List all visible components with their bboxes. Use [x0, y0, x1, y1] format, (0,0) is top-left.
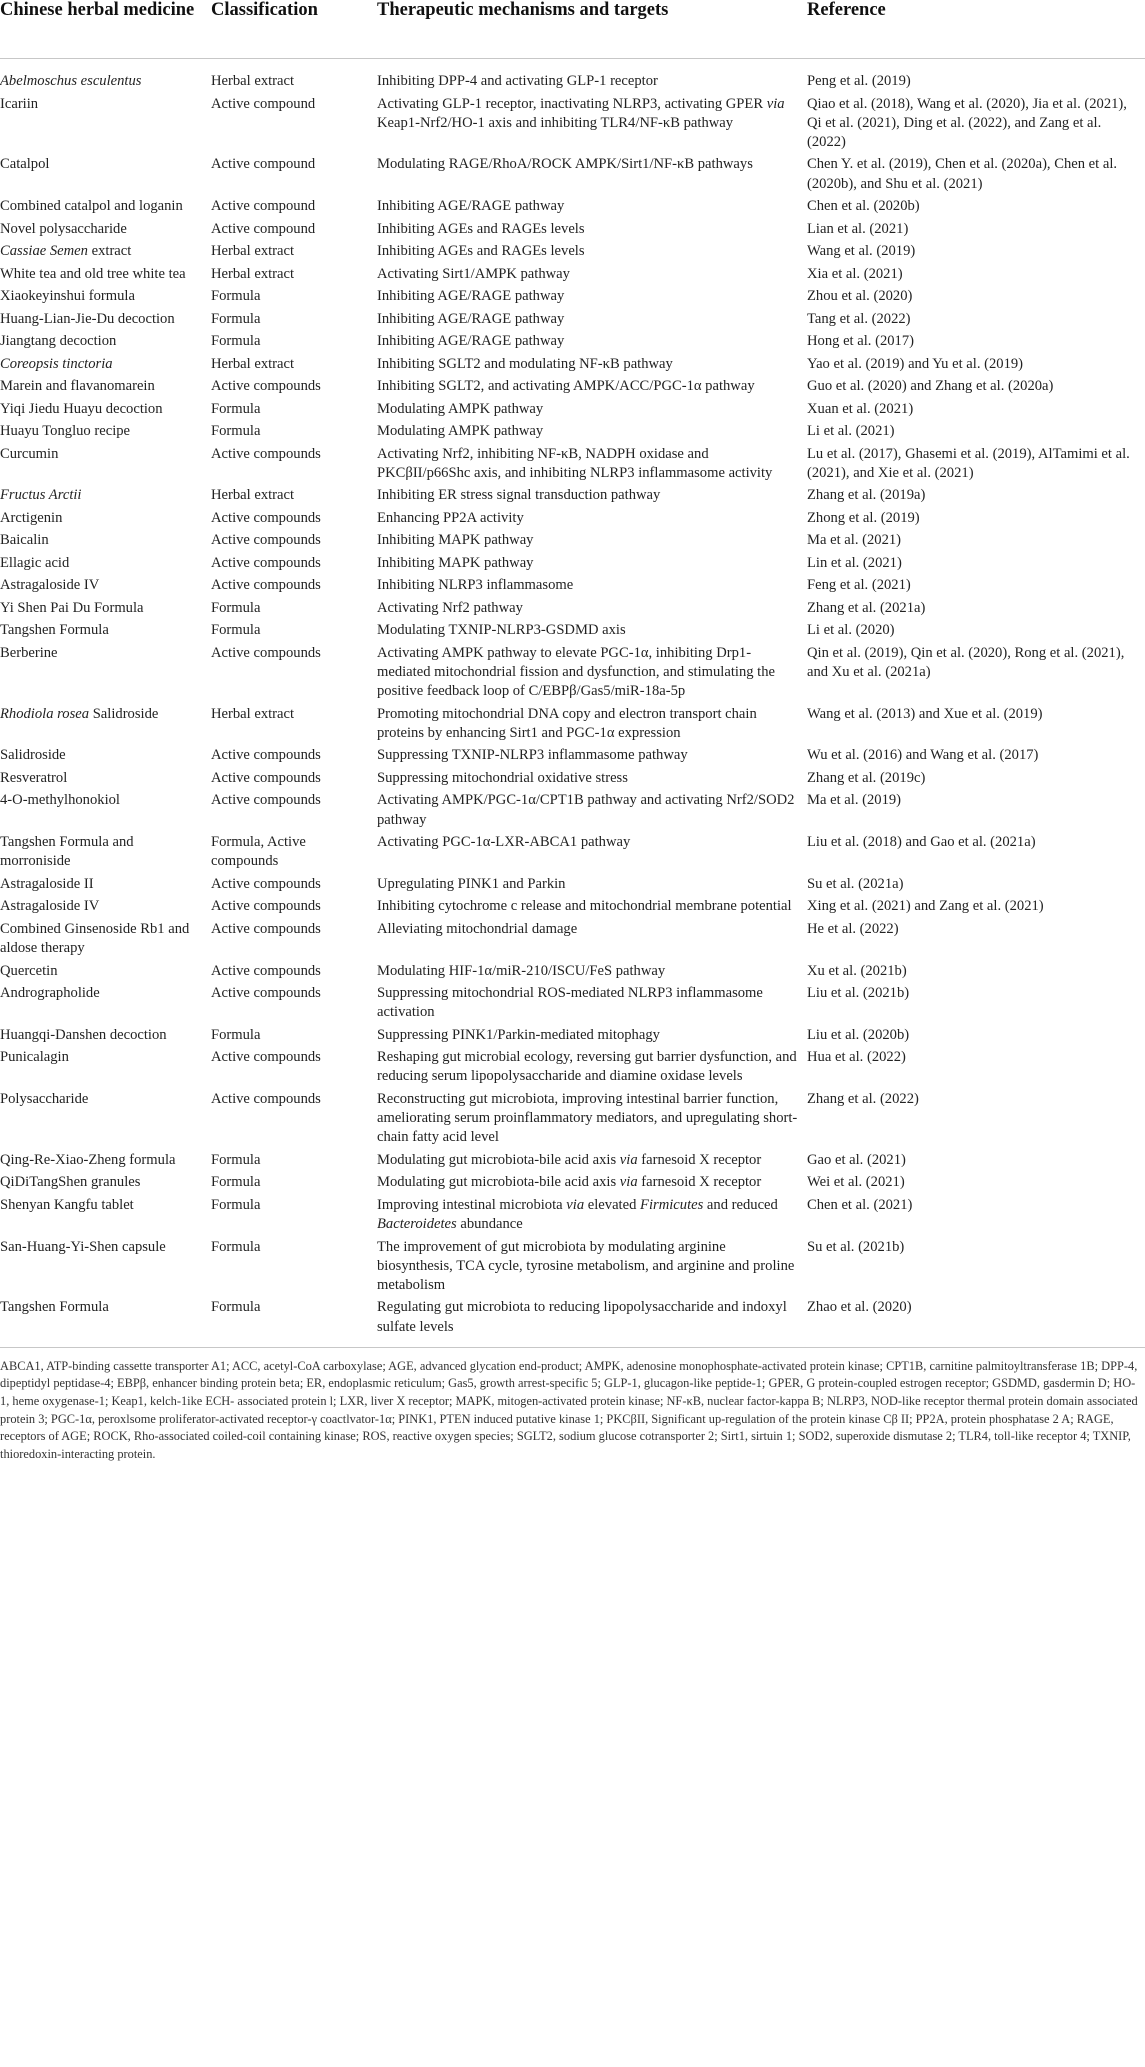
cell-classification: Herbal extract [211, 705, 295, 722]
table-row [0, 599, 1145, 622]
table-row [0, 265, 1145, 288]
table-row [0, 220, 1145, 243]
cell-reference: Xing et al. (2021) and Zang et al. (2021) [807, 898, 1044, 915]
cell-medicine: Astragaloside II [0, 875, 94, 892]
cell-reference: Gao et al. (2021) [807, 1151, 906, 1168]
table-row [0, 1298, 1145, 1347]
cell-mechanism: Modulating HIF-1α/miR-210/ISCU/FeS pathway [377, 962, 666, 979]
cell-classification: Herbal extract [211, 73, 295, 89]
table-row [0, 1090, 1145, 1151]
table-row [0, 287, 1145, 310]
medicine-name-italic: Abelmoschus esculentus [0, 73, 142, 89]
cell-medicine: Novel polysaccharide [0, 220, 127, 237]
cell-classification: Active compound [211, 198, 316, 215]
table-row [0, 875, 1145, 898]
cell-reference: Hong et al. (2017) [807, 333, 914, 350]
cell-mechanism: Activating Nrf2 pathway [377, 599, 523, 616]
cell-reference: Qin et al. (2019), Qin et al. (2020), Rong et al. (2021), and Xu et al. (2021a) [807, 644, 1125, 681]
cell-medicine: Ellagic acid [0, 554, 70, 571]
cell-medicine: Polysaccharide [0, 1090, 89, 1107]
cell-reference: Chen Y. et al. (2019), Chen et al. (2020a), Chen et al. (2020b), and Shu et al. (2021) [807, 156, 1118, 192]
cell-classification: Formula [211, 288, 261, 305]
cell-reference: Qiao et al. (2018), Wang et al. (2020), Jia et al. (2021), Qi et al. (2021), Ding et al. (2022), and Zang et al. (2022) [807, 95, 1127, 150]
cell-classification: Formula, Active compounds [211, 834, 306, 870]
cell-mechanism: Inhibiting DPP-4 and activating GLP-1 receptor [377, 73, 658, 89]
cell-classification: Active compound [211, 156, 316, 173]
cell-classification: Herbal extract [211, 265, 295, 282]
cell-mechanism: Suppressing TXNIP-NLRP3 inflammasome pathway [377, 747, 688, 764]
cell-reference: Zhang et al. (2022) [807, 1090, 919, 1107]
table-row [0, 422, 1145, 445]
cell-medicine: Curcumin [0, 445, 59, 462]
cell-mechanism: Regulating gut microbiota to reducing lipopolysaccharide and indoxyl sulfate levels [377, 1299, 787, 1335]
cell-classification: Active compounds [211, 792, 321, 809]
cell-reference: Wei et al. (2021) [807, 1174, 905, 1191]
table-row [0, 445, 1145, 487]
cell-mechanism: Inhibiting SGLT2, and activating AMPK/ACC/PGC-1α pathway [377, 378, 755, 395]
cell-classification: Active compound [211, 220, 316, 237]
medicine-name-italic: Rhodiola rosea [0, 705, 90, 722]
table-row [0, 554, 1145, 577]
cell-medicine: Huayu Tongluo recipe [0, 423, 131, 440]
cell-medicine [0, 242, 211, 265]
cell-classification: Formula [211, 1026, 261, 1043]
cell-reference: Tang et al. (2022) [807, 310, 911, 327]
cell-reference: Xuan et al. (2021) [807, 400, 914, 417]
cell-classification: Formula [211, 599, 261, 616]
cell-mechanism: Upregulating PINK1 and Parkin [377, 875, 566, 892]
cell-mechanism: Activating AMPK pathway to elevate PGC-1α, inhibiting Drp1-mediated mitochondrial fission and dysfunction, and stimulating the positive feedback loop of C/EBPβ/Gas5/miR-18a-5p [377, 644, 776, 700]
table-row [0, 897, 1145, 920]
table-row [0, 95, 1145, 156]
cell-classification: Active compounds [211, 985, 321, 1002]
table-row [0, 1026, 1145, 1049]
cell-medicine: QiDiTangShen granules [0, 1174, 141, 1191]
cell-classification: Formula [211, 622, 261, 639]
cell-medicine: Combined catalpol and loganin [0, 198, 183, 215]
cell-reference: Zhang et al. (2021a) [807, 599, 926, 616]
cell-reference: Liu et al. (2020b) [807, 1026, 910, 1043]
cell-mechanism: Inhibiting MAPK pathway [377, 554, 534, 571]
table-footer [0, 1347, 1145, 1463]
header-mechanism: Therapeutic mechanisms and targets [377, 0, 669, 20]
header-row [0, 0, 1145, 59]
cell-medicine: White tea and old tree white tea [0, 265, 186, 282]
table-row [0, 769, 1145, 792]
table-row [0, 531, 1145, 554]
cell-reference: Xia et al. (2021) [807, 265, 903, 282]
cell-medicine: Baicalin [0, 532, 49, 549]
medicine-name-italic: Fructus Arctii [0, 487, 82, 504]
cell-medicine: Salidroside [0, 747, 66, 764]
header-medicine: Chinese herbal medicine [0, 0, 195, 20]
abbreviations-footnote: ABCA1, ATP-binding cassette transporter A1; ACC, acetyl-CoA carboxylase; AGE, advanced glycation end-product; AMPK, adenosine monophosphate-activated protein kinase; CPT1B, carnitine palmitoyltransferase 1B; DPP-4, dipeptidyl peptidase-4; EBPβ, enhancer binding protein beta; ER, endoplasmic reticulum; Gas5, growth arrest-specific 5; GLP-1, glucagon-like peptide-1; GPER, G protein-coupled estrogen receptor; GSDMD, gasdermin D; HO-1, heme oxygenase-1; Keap1, kelch-1ike ECH- associated protein l; LXR, liver X receptor; MAPK, mitogen-activated protein kinase; NF-κB, nuclear factor-kappa B; NLRP3, NOD-like receptor thermal protein domain associated protein 3; PGC-1α, peroxlsome proliferator-activated receptor-γ coactlvator-1α; PINK1, PTEN induced putative kinase 1; PKCβII, Significant up-regulation of the protein kinase Cβ II; PP2A, protein phosphatase 2 A; RAGE, receptors of AGE; ROCK, Rho-associated coiled-coil containing kinase; ROS, reactive oxygen species; SGLT2, sodium glucose cotransporter 2; Sirt1, sirtuin 1; SOD2, superoxide dismutase 2; TLR4, toll-like receptor 4; TXNIP, thioredoxin-interacting protein. [0, 1347, 1145, 1463]
cell-mechanism: Improving intestinal microbiota via elevated Firmicutes and reduced Bacteroidetes abundance [377, 1196, 778, 1233]
cell-medicine: Quercetin [0, 962, 58, 979]
cell-mechanism: Inhibiting AGE/RAGE pathway [377, 198, 565, 215]
table-row [0, 400, 1145, 423]
cell-classification: Herbal extract [211, 487, 295, 504]
cell-mechanism: Alleviating mitochondrial damage [377, 920, 578, 937]
cell-mechanism: Modulating AMPK pathway [377, 400, 544, 417]
cell-medicine: Xiaokeyinshui formula [0, 288, 135, 305]
cell-medicine: Huang-Lian-Jie-Du decoction [0, 310, 175, 327]
cell-mechanism: Suppressing mitochondrial oxidative stress [377, 769, 628, 786]
cell-reference: Chen et al. (2020b) [807, 198, 920, 215]
cell-medicine: Huangqi-Danshen decoction [0, 1026, 167, 1043]
cell-reference: Ma et al. (2021) [807, 532, 902, 549]
cell-medicine: Astragaloside IV [0, 577, 100, 594]
table-body [0, 59, 1145, 1348]
header-reference: Reference [807, 0, 886, 20]
cell-medicine: Yiqi Jiedu Huayu decoction [0, 400, 163, 417]
cell-reference: Lin et al. (2021) [807, 554, 902, 571]
cell-mechanism: Inhibiting SGLT2 and modulating NF-κB pathway [377, 355, 673, 372]
cell-medicine [0, 355, 211, 378]
cell-mechanism: Activating PGC-1α-LXR-ABCA1 pathway [377, 834, 631, 851]
cell-medicine: Berberine [0, 644, 58, 661]
table-row [0, 377, 1145, 400]
cell-medicine [0, 59, 211, 95]
cell-classification: Active compounds [211, 898, 321, 915]
table-row [0, 920, 1145, 962]
table-row [0, 355, 1145, 378]
cell-medicine [0, 486, 211, 509]
cell-medicine: Marein and flavanomarein [0, 378, 155, 395]
cell-medicine: 4-O-methylhonokiol [0, 792, 120, 809]
cell-medicine: Tangshen Formula [0, 1299, 109, 1316]
table-row [0, 155, 1145, 197]
cell-classification: Formula [211, 1174, 261, 1191]
cell-classification: Formula [211, 423, 261, 440]
cell-classification: Herbal extract [211, 355, 295, 372]
cell-medicine: Tangshen Formula and morroniside [0, 834, 134, 870]
cell-medicine: Shenyan Kangfu tablet [0, 1196, 134, 1213]
cell-mechanism: Inhibiting AGE/RAGE pathway [377, 288, 565, 305]
cell-classification: Active compounds [211, 577, 321, 594]
cell-reference: Su et al. (2021b) [807, 1238, 905, 1255]
medicine-name-rest: Salidroside [89, 705, 159, 722]
cell-classification: Formula [211, 310, 261, 327]
cell-reference: Feng et al. (2021) [807, 577, 911, 594]
table-row [0, 621, 1145, 644]
cell-reference: Zhang et al. (2019a) [807, 487, 926, 504]
header-classification: Classification [211, 0, 318, 20]
cell-mechanism: Activating GLP-1 receptor, inactivating NLRP3, activating GPER via Keap1-Nrf2/HO-1 axis and inhibiting TLR4/NF-κB pathway [377, 95, 785, 131]
cell-mechanism: Inhibiting NLRP3 inflammasome [377, 577, 574, 594]
cell-mechanism: The improvement of gut microbiota by modulating arginine biosynthesis, TCA cycle, tyrosine metabolism, and arginine and proline metabolism [377, 1238, 795, 1293]
table-row [0, 59, 1145, 95]
cell-mechanism: Inhibiting AGEs and RAGEs levels [377, 220, 585, 237]
cell-medicine: San-Huang-Yi-Shen capsule [0, 1238, 166, 1255]
cell-mechanism: Suppressing PINK1/Parkin-mediated mitophagy [377, 1026, 660, 1043]
cell-classification: Active compounds [211, 920, 321, 937]
footnote-row [0, 1347, 1145, 1463]
table-row [0, 833, 1145, 875]
cell-mechanism: Activating Nrf2, inhibiting NF-κB, NADPH oxidase and PKCβII/p66Shc axis, and inhibiting NLRP3 inflammasome activity [377, 445, 773, 481]
cell-classification: Active compounds [211, 509, 321, 526]
cell-classification: Formula [211, 400, 261, 417]
cell-classification: Active compounds [211, 445, 321, 462]
cell-medicine: Catalpol [0, 156, 50, 173]
cell-medicine: Tangshen Formula [0, 622, 109, 639]
cell-classification: Active compounds [211, 1049, 321, 1066]
table-row [0, 1196, 1145, 1238]
table-row [0, 486, 1145, 509]
cell-reference: Zhao et al. (2020) [807, 1299, 912, 1316]
cell-medicine: Andrographolide [0, 985, 100, 1002]
cell-mechanism: Suppressing mitochondrial ROS-mediated NLRP3 inflammasome activation [377, 985, 763, 1021]
cell-reference: Lu et al. (2017), Ghasemi et al. (2019), AlTamimi et al. (2021), and Xie et al. (2021) [807, 445, 1130, 481]
cell-mechanism: Activating Sirt1/AMPK pathway [377, 265, 570, 282]
cell-medicine: Yi Shen Pai Du Formula [0, 599, 144, 616]
cell-classification: Active compounds [211, 554, 321, 571]
cell-classification: Active compounds [211, 747, 321, 764]
cell-classification: Formula [211, 1151, 261, 1168]
table-row [0, 1238, 1145, 1299]
cell-medicine: Qing-Re-Xiao-Zheng formula [0, 1151, 176, 1168]
table-row [0, 962, 1145, 985]
cell-mechanism: Inhibiting ER stress signal transduction pathway [377, 487, 661, 504]
cell-reference: Zhong et al. (2019) [807, 509, 920, 526]
cell-mechanism: Modulating gut microbiota-bile acid axis via farnesoid X receptor [377, 1151, 762, 1168]
cell-reference: Xu et al. (2021b) [807, 962, 907, 979]
table-row [0, 242, 1145, 265]
cell-reference: Guo et al. (2020) and Zhang et al. (2020a) [807, 378, 1054, 395]
cell-reference: Liu et al. (2021b) [807, 985, 910, 1002]
cell-classification: Active compounds [211, 378, 321, 395]
table-row [0, 332, 1145, 355]
cell-classification: Formula [211, 1196, 261, 1213]
table-row [0, 576, 1145, 599]
cell-reference: Zhang et al. (2019c) [807, 769, 926, 786]
cell-reference: Li et al. (2020) [807, 622, 895, 639]
cell-classification: Active compounds [211, 644, 321, 661]
table-row [0, 984, 1145, 1026]
cell-medicine [0, 705, 211, 747]
cell-classification: Active compounds [211, 1090, 321, 1107]
cell-reference: Wang et al. (2019) [807, 243, 916, 260]
cell-mechanism: Enhancing PP2A activity [377, 509, 524, 526]
medicine-name-italic: Coreopsis tinctoria [0, 355, 113, 372]
cell-medicine: Resveratrol [0, 769, 68, 786]
cell-reference: Liu et al. (2018) and Gao et al. (2021a) [807, 834, 1036, 851]
cell-mechanism: Promoting mitochondrial DNA copy and electron transport chain proteins by enhancing Sirt1 and PGC-1α expression [377, 705, 757, 741]
table-header [0, 0, 1145, 59]
cell-medicine: Punicalagin [0, 1049, 69, 1066]
cell-mechanism: Inhibiting AGE/RAGE pathway [377, 310, 565, 327]
cell-classification: Formula [211, 1238, 261, 1255]
cell-reference: Li et al. (2021) [807, 423, 895, 440]
cell-medicine: Arctigenin [0, 509, 63, 526]
cell-reference: He et al. (2022) [807, 920, 899, 937]
cell-reference: Lian et al. (2021) [807, 220, 909, 237]
cell-classification: Active compound [211, 95, 316, 112]
cell-mechanism: Modulating RAGE/RhoA/ROCK AMPK/Sirt1/NF-κB pathways [377, 156, 753, 173]
cell-mechanism: Inhibiting AGEs and RAGEs levels [377, 243, 585, 260]
medicine-name-rest: extract [87, 243, 132, 260]
table-row [0, 509, 1145, 532]
cell-reference: Su et al. (2021a) [807, 875, 904, 892]
cell-reference: Zhou et al. (2020) [807, 288, 913, 305]
table-row [0, 1173, 1145, 1196]
cell-mechanism: Reconstructing gut microbiota, improving intestinal barrier function, ameliorating serum proinflammatory mediators, and upregulating short-chain fatty acid level [377, 1090, 798, 1146]
cell-classification: Formula [211, 1299, 261, 1316]
table-row [0, 644, 1145, 705]
cell-classification: Active compounds [211, 769, 321, 786]
cell-medicine: Jiangtang decoction [0, 333, 117, 350]
cell-classification: Active compounds [211, 875, 321, 892]
cell-reference: Chen et al. (2021) [807, 1196, 913, 1213]
cell-mechanism: Activating AMPK/PGC-1α/CPT1B pathway and activating Nrf2/SOD2 pathway [377, 792, 795, 828]
cell-reference: Ma et al. (2019) [807, 792, 902, 809]
cell-classification: Active compounds [211, 962, 321, 979]
cell-reference: Peng et al. (2019) [807, 73, 911, 89]
cell-mechanism: Inhibiting AGE/RAGE pathway [377, 333, 565, 350]
cell-classification: Formula [211, 333, 261, 350]
cell-mechanism: Inhibiting cytochrome c release and mitochondrial membrane potential [377, 898, 792, 915]
table-row [0, 310, 1145, 333]
table-row [0, 746, 1145, 769]
cell-classification: Herbal extract [211, 243, 295, 260]
cell-classification: Active compounds [211, 532, 321, 549]
cell-reference: Wang et al. (2013) and Xue et al. (2019) [807, 705, 1043, 722]
cell-medicine: Combined Ginsenoside Rb1 and aldose therapy [0, 920, 190, 957]
cell-mechanism: Modulating AMPK pathway [377, 423, 544, 440]
cell-medicine: Icariin [0, 95, 39, 112]
table-row [0, 1151, 1145, 1174]
cell-mechanism: Modulating TXNIP-NLRP3-GSDMD axis [377, 622, 626, 639]
table-row [0, 1048, 1145, 1090]
cell-reference: Wu et al. (2016) and Wang et al. (2017) [807, 747, 1039, 764]
cell-medicine: Astragaloside IV [0, 898, 100, 915]
cell-reference: Yao et al. (2019) and Yu et al. (2019) [807, 355, 1024, 372]
table-row [0, 705, 1145, 747]
cell-reference: Hua et al. (2022) [807, 1049, 906, 1066]
cell-mechanism: Reshaping gut microbial ecology, reversing gut barrier dysfunction, and reducing serum lipopolysaccharide and diamine oxidase levels [377, 1049, 797, 1085]
table-row [0, 791, 1145, 833]
table-row [0, 197, 1145, 220]
cell-mechanism: Modulating gut microbiota-bile acid axis via farnesoid X receptor [377, 1174, 762, 1191]
medicine-name-italic: Cassiae Semen [0, 243, 88, 260]
cell-mechanism: Inhibiting MAPK pathway [377, 532, 534, 549]
